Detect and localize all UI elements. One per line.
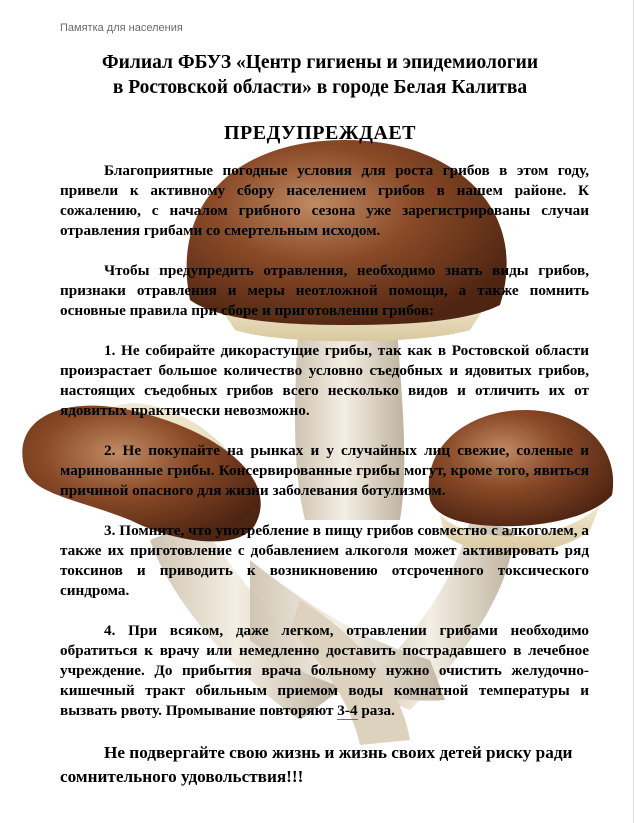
rule-2: 2. Не покупайте на рынках и у случайных лиц свежие, соленые и маринованные грибы. Консервированные грибы могут, кроме того, явиться причиной опасного для жизни заболевания ботулизмом. — [60, 442, 589, 499]
header-note: Памятка для населения — [60, 22, 183, 34]
rule-3: 3. Помните, что употребление в пищу грибов совместно с алкоголем, а также их приготовление с добавлением алкоголя может активировать ряд токсинов и приводить к возникновению отсроченного токсического синдрома. — [60, 522, 589, 599]
intro-paragraph: Благоприятные погодные условия для роста грибов в этом году, привели к активному сбору населением грибов в нашем районе. К сожалению, с началом грибного сезона уже зарегистрированы случаи отравления грибами со смертельным исходом. — [60, 162, 589, 239]
body-text — [60, 161, 589, 809]
rule-1: 1. Не собирайте дикорастущие грибы, так как в Ростовской области произрастает большое количество условно съедобных и ядовитых грибов, настоящих съедобных грибов всего несколько видов и отличить их от ядовитых практически невозможно. — [60, 342, 589, 419]
organization-line-2: в Ростовской области» в городе Белая Калитва — [112, 77, 528, 98]
organization-line-1: Филиал ФБУЗ «Центр гигиены и эпидемиологии — [101, 52, 539, 73]
prevent-paragraph: Чтобы предупредить отравления, необходимо знать виды грибов, признаки отравления и меры неотложной помощи, а также помнить основные правила при сборе и приготовлении грибов: — [60, 262, 589, 319]
rule-4-end: раза. — [361, 702, 395, 719]
closing-paragraph: Не подвергайте свою жизнь и жизнь своих детей риску ради сомнительного удовольствия!!! — [60, 743, 573, 786]
rule-4-number: 3-4 — [337, 702, 358, 719]
organization-title — [40, 50, 600, 100]
rule-4-text: 4. При всяком, даже легком, отравлении грибами необходимо обратиться к врачу или немедленно доставить пострадавшего в лечебное учреждение. До прибытия врача больному нужно очистить желудочно-кишечный тракт обильным приемом воды комнатной температуры и вызвать рвоту. Промывание повторяют — [60, 622, 589, 719]
page-heading: ПРЕДУПРЕЖДАЕТ — [223, 122, 417, 144]
rule-4 — [60, 621, 589, 721]
